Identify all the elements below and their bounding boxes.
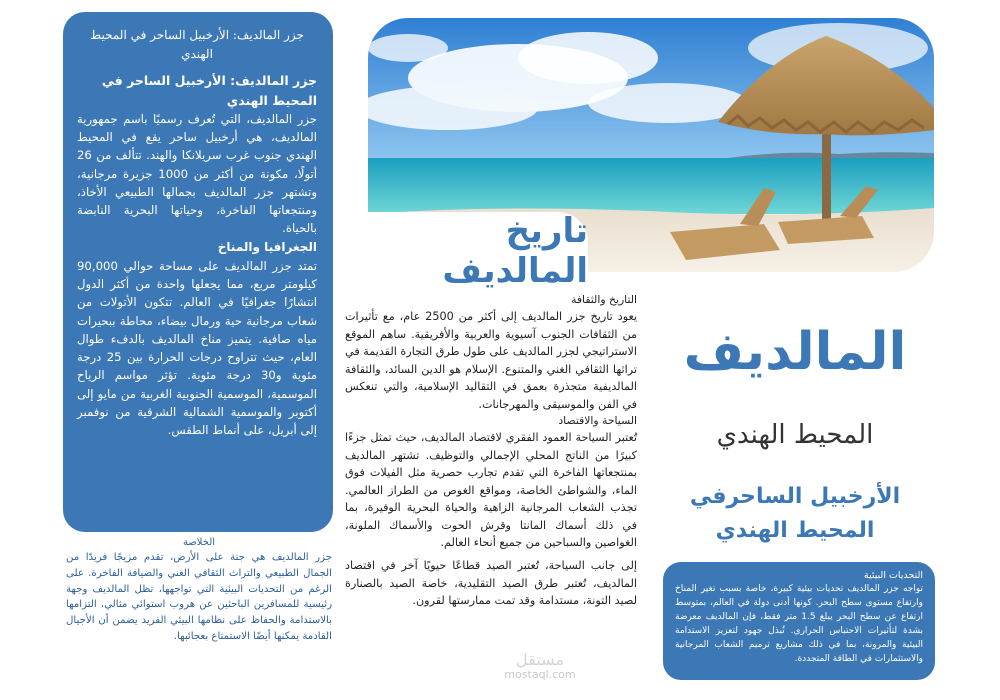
challenges-heading: التحديات البيئية	[863, 570, 923, 581]
main-title: المالديف	[683, 322, 907, 382]
intro-paragraph: جزر المالديف، التي تُعرف رسميًا باسم جمهورية المالديف، هي أرخبيل ساحر يقع في المحيط الهندي جنوب غرب سريلانكا والهند. تتألف من 26 أتولًا، مكونة من أكثر من 1000 جزيرة مرجانية، وتشتهر جزر المالديف بجمالها الطبيعي الأخاذ، ومنتجعاتها الفاخرة، وحياتها البحرية النابضة بالحياة.	[77, 111, 317, 236]
conclusion-section	[66, 537, 332, 645]
fishing-paragraph: إلى جانب السياحة، تُعتبر الصيد قطاعًا حيويًا آخر في اقتصاد المالديف، تُعتبر طرق الصيد التقليدية، خاصة الصيد بالصنارة لصيد التونة، مستدامة وقد تمت ممارستها لقرون.	[345, 559, 637, 608]
intro-heading: جزر المالديف: الأرخبيل الساحر في المحيط الهندي	[90, 28, 304, 61]
conclusion-paragraph: جزر المالديف هي جنة على الأرض، تقدم مزيجًا فريدًا من الجمال الطبيعي والتراث الثقافي الغني والضيافة الفاخرة. على الرغم من التحديات البيئية التي تواجهها، تظل المالديف وجهة رئيسية للمسافرين الباحثين عن هروب استوائي مثالي. التزامها بالاستدامة والحفاظ على نظامها البيئي الفريد يضمن أن الأجيال القادمة يمكنها أيضًا الاستمتاع بعجائبها.	[66, 552, 332, 643]
watermark-arabic: مستقل	[516, 650, 564, 669]
history-article	[345, 292, 637, 610]
tourism-heading: السياحة والاقتصاد	[558, 414, 637, 427]
intro-subtitle: جزر المالديف: الأرخبيل الساحر في المحيط الهندي	[101, 73, 317, 108]
intro-panel	[63, 12, 333, 532]
conclusion-heading: الخلاصة	[182, 537, 216, 548]
watermark-url: mostaql.com	[504, 668, 576, 681]
ocean-subtitle: المحيط الهندي	[716, 420, 874, 450]
archipelago-subtitle-line1: الأرخبيل الساحرفي	[689, 484, 901, 509]
history-title: تاريخ المالديف	[442, 211, 588, 291]
archipelago-subtitle	[680, 480, 910, 548]
watermark	[470, 652, 610, 681]
history-title-badge	[352, 212, 588, 290]
tourism-paragraph: تُعتبر السياحة العمود الفقري لاقتصاد المالديف، حيث تمثل جزءًا كبيرًا من الناتج المحلي الإجمالي والتوظيف. تشتهر المالديف بمنتجعاتها الفاخرة التي تقدم تجارب حصرية مثل الفيلات فوق الماء، والشواطئ الخاصة، ومواقع الغوص من الطراز العالمي. تجذب الشعاب المرجانية الزاهية والحياة البحرية الوفيرة، بما في ذلك أسماك المانتا وقرش الحوت والأسماك الملونة، الغواصين والسباحين من جميع أنحاء العالم.	[345, 431, 637, 549]
archipelago-subtitle-line2: المحيط الهندي	[715, 518, 875, 544]
environmental-challenges-box	[663, 562, 935, 680]
challenges-paragraph: تواجه جزر المالديف تحديات بيئية كبيرة، خاصة بسبب تغير المناخ وارتفاع مستوى سطح البحر. كونها أدنى دولة في العالم، بمتوسط ارتفاع عن سطح البحر يبلغ 1.5 متر فقط، فإن المالديف معرضة بشدة لتأثيرات الاحتباس الحراري. تُبذل جهود لتعزيز الاستدامة البيئية والمرونة، بما في ذلك مشاريع ترميم الشعاب المرجانية والاستثمارات في الطاقة المتجددة.	[675, 584, 923, 664]
geography-paragraph: تمتد جزر المالديف على مساحة حوالي 90,000 كيلومتر مربع، مما يجعلها واحدة من أكثر الدول انتشارًا جغرافيًا في العالم. تتكون الأتولات من شعاب مرجانية حية ورمال بيضاء، محاطة ببحيرات مياه صافية. يتميز مناخ المالديف بالدفء طوال العام، حيث تتراوح درجات الحرارة بين 25 درجة مئوية و30 درجة مئوية. تؤثر مواسم الرياح الموسمية، الموسمية الجنوبية الغربية من مايو إلى أكتوبر والموسمية الشمالية الشرقية من نوفمبر إلى أبريل، على أنماط الطقس.	[77, 258, 317, 438]
geography-heading: الجغرافيا والمناخ	[217, 239, 317, 254]
history-culture-heading: التاريخ والثقافة	[571, 293, 637, 306]
history-culture-paragraph: يعود تاريخ جزر المالديف إلى أكثر من 2500 عام، مع تأثيرات من الثقافات الجنوب آسيوية والعربية والأفريقية. ساهم الموقع الاستراتيجي لجزر المالديف على طول طرق التجارة القديمة في تراثها الثقافي الغني والمتنوع. الإسلام هو الدين السائد، والثقافة المالديفية متجذرة بعمق في التقاليد الإسلامية، والتي تنعكس في الفن والموسيقى والمهرجانات.	[345, 310, 638, 411]
